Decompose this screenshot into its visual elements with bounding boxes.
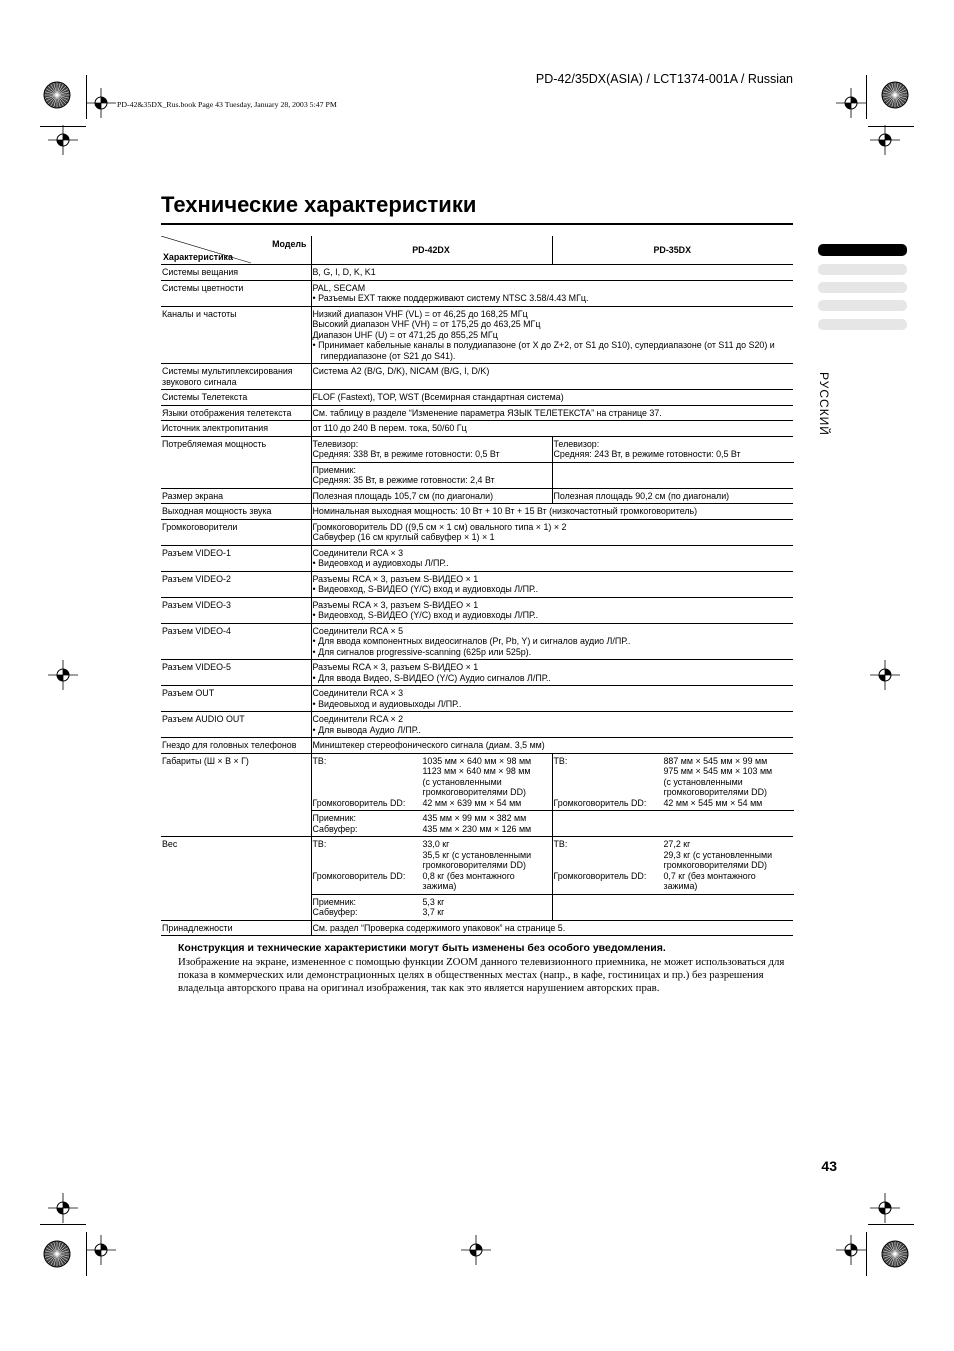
row-value-a: Полезная площадь 105,7 см (по диагонали) xyxy=(311,488,552,504)
diagonal-header-cell xyxy=(161,236,311,265)
value-line: Соединители RCA × 5 xyxy=(312,625,404,636)
table-row xyxy=(161,280,793,306)
crop-line xyxy=(40,126,86,127)
row-label: Разъем VIDEO-5 xyxy=(161,660,311,686)
row-value-a xyxy=(311,753,552,837)
sub-entry xyxy=(313,839,550,871)
receiver-subrow xyxy=(312,810,794,834)
value-bullet: • Разъемы EXT также поддерживают систему NTSC 3.58/4.43 МГц. xyxy=(312,293,589,303)
spec-change-notice: Конструкция и технические характеристики могут быть изменены без особого уведомления. xyxy=(178,942,666,954)
row-value xyxy=(311,519,793,545)
sub-key: Сабвуфер: xyxy=(312,823,358,834)
row-label: Разъем VIDEO-2 xyxy=(161,571,311,597)
sub-entry xyxy=(554,798,792,809)
row-label: Вес xyxy=(161,837,311,921)
table-row xyxy=(161,421,793,437)
sub-value: 33,0 кг 35,5 кг (с установленными громкоговорителями DD) xyxy=(422,839,532,870)
table-row xyxy=(161,686,793,712)
language-label: РУССКИЙ xyxy=(817,372,831,436)
value-line: Разъемы RCA × 3, разъем S-ВИДЕО × 1 xyxy=(312,599,479,610)
table-row xyxy=(161,545,793,571)
section-tab-active xyxy=(818,244,907,256)
row-value xyxy=(311,712,793,738)
value-line: Высокий диапазон VHF (VH) = от 175,25 до 463,25 МГц xyxy=(312,319,541,329)
table-row xyxy=(161,364,793,390)
table-row xyxy=(161,436,793,488)
row-value-a xyxy=(311,837,552,921)
row-label: Источник электропитания xyxy=(161,421,311,437)
table-row xyxy=(161,623,793,660)
crop-line xyxy=(868,1224,914,1225)
crosshair-mark xyxy=(836,1235,866,1265)
row-value: Система A2 (B/G, D/K), NICAM (B/G, I, D/K) xyxy=(311,364,793,390)
receiver-subrow xyxy=(312,894,794,918)
row-value xyxy=(311,660,793,686)
value-line: Низкий диапазон VHF (VL) = от 46,25 до 168,25 МГц xyxy=(312,308,528,319)
row-value xyxy=(311,597,793,623)
crosshair-mark xyxy=(461,1235,491,1265)
value-line: Телевизор: xyxy=(312,438,359,449)
table-row xyxy=(161,519,793,545)
header-model-line: PD-42/35DX(ASIA) / LCT1374-001A / Russian xyxy=(535,72,793,86)
crosshair-mark xyxy=(86,1235,116,1265)
section-tab xyxy=(818,264,907,275)
row-value: См. раздел “Проверка содержимого упаковок” на странице 5. xyxy=(311,920,793,936)
value-line: Средняя: 35 Вт, в режиме готовности: 2,4 Вт xyxy=(312,475,495,485)
row-value xyxy=(311,623,793,660)
page-title: Технические характеристики xyxy=(161,192,477,217)
value-bullet: • Видеовход и аудиовходы Л/ПР.. xyxy=(312,558,449,568)
row-value xyxy=(311,686,793,712)
value-line: Сабвуфер (16 см круглый сабвуфер × 1) × 1 xyxy=(312,532,495,542)
row-value-a xyxy=(311,436,552,488)
sub-value: 887 мм × 545 мм × 99 мм 975 мм × 545 мм × 103 мм (с установленными громкоговорителями DD) xyxy=(663,755,773,797)
crosshair-mark xyxy=(48,660,78,690)
sub-value: 5,3 кг xyxy=(422,896,445,907)
section-tab xyxy=(818,319,907,330)
table-row xyxy=(161,306,793,364)
sub-key: Приемник: xyxy=(312,813,357,823)
sub-key: Громкоговоритель DD: xyxy=(553,797,647,808)
value-bullet: • Видеовход, S-ВИДЕО (Y/C) вход и аудиовходы Л/ПР.. xyxy=(312,584,539,594)
table-row xyxy=(161,504,793,520)
row-value: FLOF (Fastext), TOP, WST (Всемирная стандартная система) xyxy=(311,390,793,406)
crop-line xyxy=(866,1232,867,1276)
value-line: Соединители RCA × 3 xyxy=(312,688,404,698)
sub-key: ТВ: xyxy=(553,839,568,849)
crop-line xyxy=(86,75,87,119)
crosshair-mark xyxy=(86,88,116,118)
table-row xyxy=(161,920,793,936)
sub-value: 435 мм × 230 мм × 126 мм xyxy=(422,823,532,834)
zoom-copyright-notice: Изображение на экране, измененное с помощью функции ZOOM данного телевизионного приемника, не может использоваться для показа в коммерческих или демонстрационных целях в общественных местах (напр., в кафе, гостиницах и пр.) без разрешения владельца авторского права на оригинал изображения, так как это является нарушением авторских прав. xyxy=(178,956,785,995)
table-row xyxy=(161,597,793,623)
crop-line xyxy=(40,1224,86,1225)
row-label: Габариты (Ш × В × Г) xyxy=(161,753,311,837)
header-characteristic-label: Характеристика xyxy=(163,251,233,262)
sub-value: 42 мм × 639 мм × 54 мм xyxy=(422,797,522,808)
header-model-label: Модель xyxy=(272,239,307,249)
sub-value: 0,8 кг (без монтажного зажима) xyxy=(422,870,515,891)
row-label: Громкоговорители xyxy=(161,519,311,545)
value-line: Соединители RCA × 2 xyxy=(312,714,404,724)
sub-entry xyxy=(313,813,792,824)
sub-key: Сабвуфер: xyxy=(312,907,358,917)
value-line: Разъемы RCA × 3, разъем S-ВИДЕО × 1 xyxy=(312,573,479,584)
value-bullet: • Для ввода Видео, S-ВИДЕО (Y/C) Аудио сигналов Л/ПР.. xyxy=(312,672,551,683)
value-bullet: • Для ввода компонентных видеосигналов (Pr, Pb, Y) и сигналов аудио Л/ПР.. xyxy=(312,636,631,646)
row-label: Системы цветности xyxy=(161,280,311,306)
row-value-b xyxy=(552,436,793,488)
sub-entry xyxy=(554,756,792,798)
row-value xyxy=(311,280,793,306)
section-tab xyxy=(818,300,907,311)
row-value: Номинальная выходная мощность: 10 Вт + 10 Вт + 15 Вт (низкочастотный громкоговоритель) xyxy=(311,504,793,520)
table-row xyxy=(161,265,793,281)
crosshair-mark xyxy=(48,1193,78,1223)
row-label: Разъем VIDEO-1 xyxy=(161,545,311,571)
row-label: Гнездо для головных телефонов xyxy=(161,738,311,754)
sub-key: Громкоговоритель DD: xyxy=(312,797,406,808)
crosshair-mark xyxy=(870,125,900,155)
value-line: Громкоговоритель DD ((9,5 см × 1 см) овального типа × 1) × 2 xyxy=(312,521,567,532)
table-row xyxy=(161,660,793,686)
row-label: Потребляемая мощность xyxy=(161,436,311,488)
sub-key: Громкоговоритель DD: xyxy=(312,870,406,881)
row-label: Разъем VIDEO-3 xyxy=(161,597,311,623)
row-label: Принадлежности xyxy=(161,920,311,936)
value-line: Средняя: 338 Вт, в режиме готовности: 0,5 Вт xyxy=(312,449,500,459)
row-label: Системы Телетекста xyxy=(161,390,311,406)
crop-line xyxy=(86,1232,87,1276)
registration-target-mark xyxy=(42,1239,72,1269)
value-line: Телевизор: xyxy=(553,438,600,449)
registration-target-mark xyxy=(42,80,72,110)
sub-entry xyxy=(313,798,550,809)
sub-entry xyxy=(313,907,792,918)
crosshair-mark xyxy=(870,660,900,690)
sub-entry xyxy=(313,897,792,908)
sub-key: Приемник: xyxy=(312,896,357,907)
crop-line xyxy=(866,75,867,119)
row-label: Выходная мощность звука xyxy=(161,504,311,520)
crosshair-mark xyxy=(836,88,866,118)
sub-key: ТВ: xyxy=(553,755,568,766)
row-label: Системы мультиплексирования звукового сигнала xyxy=(161,364,311,390)
row-value xyxy=(311,306,793,364)
row-value-b: Полезная площадь 90,2 см (по диагонали) xyxy=(552,488,793,504)
sub-value: 435 мм × 99 мм × 382 мм xyxy=(422,813,527,823)
sub-key: ТВ: xyxy=(312,839,327,849)
row-label: Разъем AUDIO OUT xyxy=(161,712,311,738)
sub-entry xyxy=(554,839,792,871)
row-label: Разъем OUT xyxy=(161,686,311,712)
table-row xyxy=(161,753,793,837)
sub-value: 3,7 кг xyxy=(422,907,445,917)
title-rule xyxy=(161,223,793,225)
row-value: См. таблицу в разделе “Изменение параметра ЯЗЫК ТЕЛЕТЕКСТА” на странице 37. xyxy=(311,405,793,421)
table-header-row xyxy=(161,236,793,265)
row-label: Разъем VIDEO-4 xyxy=(161,623,311,660)
value-line: Разъемы RCA × 3, разъем S-ВИДЕО × 1 xyxy=(312,662,479,672)
sub-value: 1035 мм × 640 мм × 98 мм 1123 мм × 640 мм × 98 мм (с установленными громкоговорителями DD) xyxy=(422,755,532,797)
row-value: от 110 до 240 В перем. тока, 50/60 Гц xyxy=(311,421,793,437)
crosshair-mark xyxy=(48,125,78,155)
row-value xyxy=(311,545,793,571)
table-row xyxy=(161,488,793,504)
value-line: Приемник: xyxy=(312,464,357,475)
sub-entry xyxy=(313,756,550,798)
row-value: B, G, I, D, K, K1 xyxy=(311,265,793,281)
registration-target-mark xyxy=(880,80,910,110)
sub-value: 42 мм × 545 мм × 54 мм xyxy=(663,797,763,808)
registration-target-mark xyxy=(880,1239,910,1269)
sub-entry xyxy=(313,824,792,835)
table-row xyxy=(161,405,793,421)
sub-entry xyxy=(313,871,550,892)
table-row xyxy=(161,571,793,597)
table-row xyxy=(161,837,793,921)
row-label: Каналы и частоты xyxy=(161,306,311,364)
value-bullet: • Видеовыход и аудиовыходы Л/ПР.. xyxy=(312,698,462,709)
value-bullet: • Принимает кабельные каналы в полудиапазоне (от X до Z+2, от S1 до S10), супердиапазоне (от S11 до S20) и гипердиапазоне (от S21 до S41). xyxy=(312,340,775,361)
sub-key: Громкоговоритель DD: xyxy=(553,870,647,881)
value-bullet: • Для сигналов progressive-scanning (625p или 525p). xyxy=(312,646,532,657)
value-bullet: • Видеовход, S-ВИДЕО (Y/C) вход и аудиовходы Л/ПР.. xyxy=(312,610,539,620)
column-header-pd35: PD-35DX xyxy=(552,236,793,265)
column-header-pd42: PD-42DX xyxy=(311,236,552,265)
sub-entry xyxy=(554,871,792,892)
value-bullet: • Для вывода Аудио Л/ПР.. xyxy=(312,724,421,735)
spec-table xyxy=(161,236,793,936)
sub-value: 27,2 кг 29,3 кг (с установленными громкоговорителями DD) xyxy=(663,839,773,870)
sub-value: 0,7 кг (без монтажного зажима) xyxy=(663,870,756,891)
book-file-info: PD-42&35DX_Rus.book Page 43 Tuesday, January 28, 2003 5:47 PM xyxy=(117,100,337,109)
row-label: Размер экрана xyxy=(161,488,311,504)
row-value xyxy=(311,571,793,597)
row-label: Языки отображения телетекста xyxy=(161,405,311,421)
sub-key: ТВ: xyxy=(312,755,327,766)
value-line: Средняя: 243 Вт, в режиме готовности: 0,5 Вт xyxy=(553,449,741,459)
crop-line xyxy=(868,126,914,127)
crosshair-mark xyxy=(870,1193,900,1223)
section-tab xyxy=(818,282,907,293)
table-row xyxy=(161,712,793,738)
table-row xyxy=(161,738,793,754)
value-line: Соединители RCA × 3 xyxy=(312,547,404,558)
row-value: Миништекер стереофонического сигнала (диам. 3,5 мм) xyxy=(311,738,793,754)
row-label: Системы вещания xyxy=(161,265,311,281)
page-number: 43 xyxy=(821,1158,837,1174)
table-row xyxy=(161,390,793,406)
value-line: Диапазон UHF (U) = от 471,25 до 855,25 МГц xyxy=(312,329,498,340)
value-line: PAL, SECAM xyxy=(312,282,366,293)
